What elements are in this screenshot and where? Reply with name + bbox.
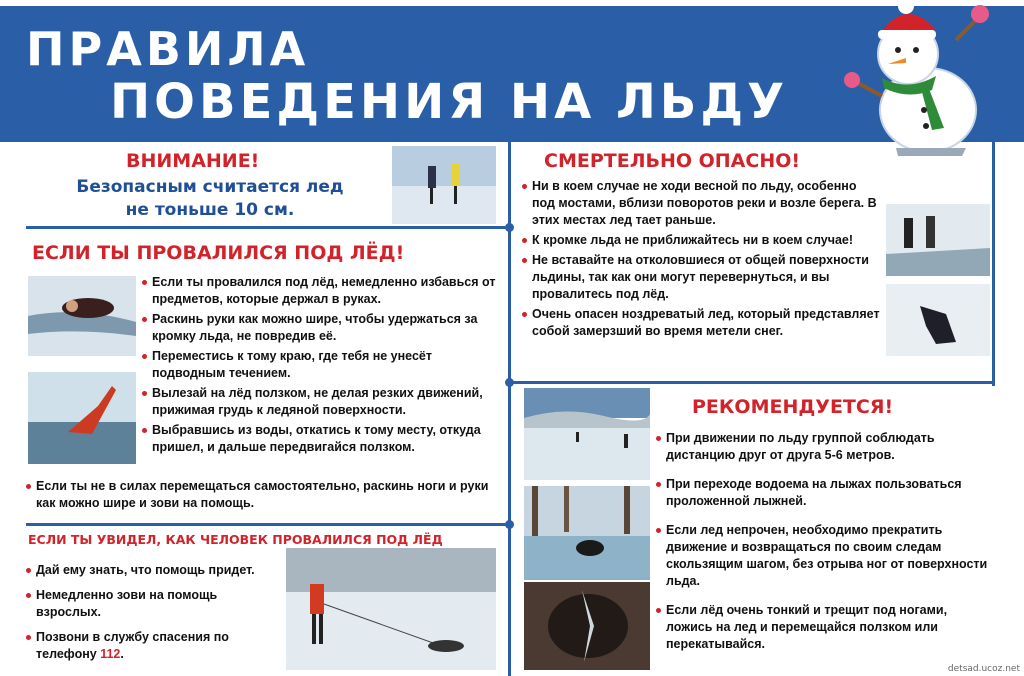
list-item: Раскинь руки как можно шире, чтобы удержаться за кромку льда, не повредив её. xyxy=(142,311,500,345)
attention-line1: Безопасным считается лед xyxy=(76,177,344,197)
recommended-heading: РЕКОМЕНДУЕТСЯ! xyxy=(692,396,894,418)
fell-through-list xyxy=(142,274,500,459)
list-item: Очень опасен ноздреватый лед, который представляет собой замерзший во время метели снег. xyxy=(522,306,882,340)
fell-through-heading: ЕСЛИ ТЫ ПРОВАЛИЛСЯ ПОД ЛЁД! xyxy=(32,242,405,264)
snowman-illustration xyxy=(836,0,1024,170)
list-item: Если ты провалился под лёд, немедленно избавься от предметов, которые держал в руках. xyxy=(142,274,500,308)
call-text: Позвони в службу спасения по телефону xyxy=(36,630,229,661)
photo-person-fallen-through-ice xyxy=(524,486,650,580)
list-item: Выбравшись из воды, откатись к тому месту, откуда пришел, и дальше передвигайся ползком. xyxy=(142,422,500,456)
page-title-line1: ПРАВИЛА xyxy=(26,22,310,76)
list-item: Если лед непрочен, необходимо прекратить движение и возвращаться по своим следам скользящим шагом, без отрыва ног от поверхности льда. xyxy=(656,522,990,590)
phone-number: 112 xyxy=(100,647,121,661)
divider-right-middle xyxy=(510,381,994,384)
photo-rescue-with-rope xyxy=(286,548,496,670)
divider-top-left xyxy=(26,226,508,229)
call-text-end: . xyxy=(120,647,124,661)
deadly-heading: СМЕРТЕЛЬНО ОПАСНО! xyxy=(544,150,801,172)
list-item: При движении по льду группой соблюдать дистанцию друг от друга 5-6 метров. xyxy=(656,430,990,464)
list-item: Переместись к тому краю, где тебя не унесёт подводным течением. xyxy=(142,348,500,382)
list-item: Если ты не в силах перемещаться самостоятельно, раскинь ноги и руки как можно шире и зови на помощь. xyxy=(26,478,500,512)
fell-through-extra xyxy=(26,478,500,515)
list-item: Ни в коем случае не ходи весной по льду, особенно под мостами, вблизи поворотов реки и возле берега. В этих местах лед тает раньше. xyxy=(522,178,882,229)
list-item: Вылезай на лёд ползком, не делая резких движений, прижимая грудь к ледяной поверхности. xyxy=(142,385,500,419)
list-item: Не вставайте на отколовшиеся от общей поверхности льдины, так как они могут перевернуться, и вы провалитесь под лёд. xyxy=(522,252,882,303)
divider-bottom-left xyxy=(26,523,508,526)
page-title-line2: ПОВЕДЕНИЯ НА ЛЬДУ xyxy=(110,74,789,130)
divider-vertical-right xyxy=(992,142,995,386)
list-item: Немедленно зови на помощь взрослых. xyxy=(26,587,280,621)
photo-people-on-thin-ice xyxy=(886,204,990,276)
list-item: К кромке льда не приближайтесь ни в коем случае! xyxy=(522,232,882,249)
divider-dot xyxy=(505,520,514,529)
photo-person-kneeling-on-ice xyxy=(886,284,990,356)
photo-ice-hole-closeup xyxy=(524,582,650,670)
attention-line2: не тоньше 10 см. xyxy=(125,200,295,220)
list-item xyxy=(26,629,280,663)
list-item: При переходе водоема на лыжах пользоваться проложенной лыжней. xyxy=(656,476,990,510)
saw-someone-heading: ЕСЛИ ТЫ УВИДЕЛ, КАК ЧЕЛОВЕК ПРОВАЛИЛСЯ ПОД ЛЁД xyxy=(28,532,443,547)
recommended-list xyxy=(656,430,990,656)
deadly-list xyxy=(522,178,882,343)
photo-person-climbing-out xyxy=(28,372,136,464)
divider-dot xyxy=(505,378,514,387)
photo-person-in-ice-hole xyxy=(28,276,136,356)
watermark: detsad.ucoz.net xyxy=(947,664,1020,674)
photo-people-on-ice xyxy=(392,146,496,224)
attention-heading: ВНИМАНИЕ! xyxy=(126,150,260,172)
photo-group-on-frozen-lake xyxy=(524,388,650,480)
list-item: Дай ему знать, что помощь придет. xyxy=(26,562,280,579)
divider-dot xyxy=(505,223,514,232)
list-item: Если лёд очень тонкий и трещит под ногами, ложись на лед и перемещайся ползком или перекатывайся. xyxy=(656,602,990,653)
saw-someone-list xyxy=(26,562,280,666)
